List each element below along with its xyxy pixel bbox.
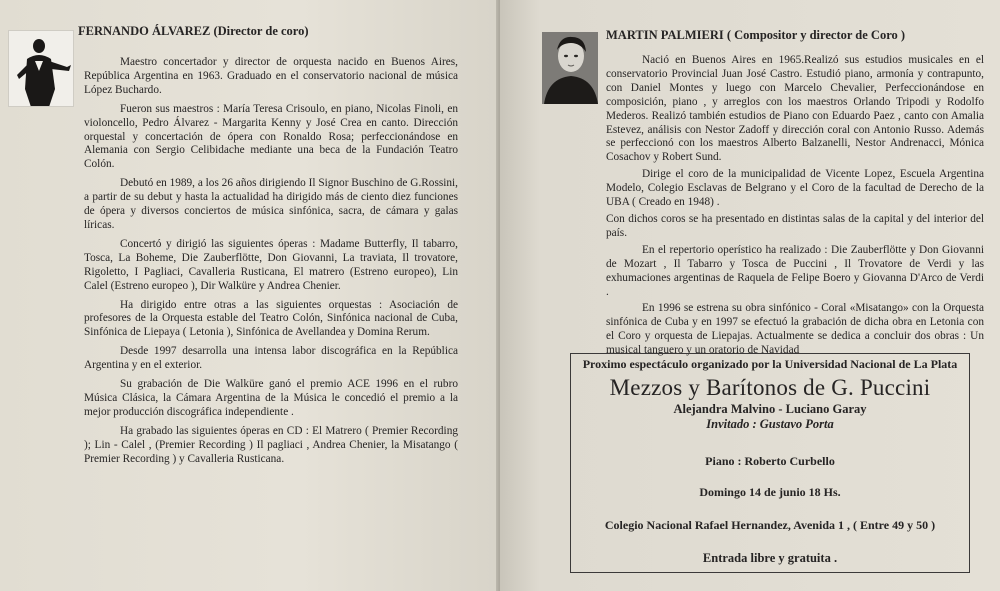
next-event-box [570,353,970,573]
bio-paragraph: Concertó y dirigió las siguientes óperas : Madame Butterfly, Il tabarro, Tosca, La Boheme, Die Zauberflötte, Don Giovanni, La traviata, Il trovatore, Rigoletto, I Pagliaci, Cavalleria Rusticana, El matrero (Estreno europeo), Lin Calel (Estreno europeo ), Dir Walküre y Andrea Chenier. [84,237,458,292]
bio-paragraph: En 1996 se estrena su obra sinfónico - Coral «Misatango» con la Orquesta sinfónica de Cuba y en 1997 se efectuó la grabación de dicha obra en Letonia con el Coro y orquesta de Liepajas. Actualmente se dedica a concluir dos obras : Un musical tanguero y un oratorio de Navidad [606,302,984,357]
conductor-silhouette-icon [9,31,74,107]
conductor-heading: FERNANDO ÁLVAREZ (Director de coro) [78,24,309,38]
bio-paragraph: Fueron sus maestros : María Teresa Crisoulo, en piano, Nicolas Finoli, en violoncello, Pedro Álvarez - Margarita Kenny y José Crea en canto. Dirección orquestal y concertación de ópera con Ronaldo Rosa; perfeccionándose en Alemania con Sergio Celibidache mediante una beca de la Fundación Teatro Colón. [84,102,458,171]
bio-paragraph: Con dichos coros se ha presentado en distintas salas de la capital y del interior del país. [606,212,984,239]
bio-paragraph: Dirige el coro de la municipalidad de Vicente Lopez, Escuela Argentina Modelo, Colegio Esclavas de Belgrano y el Coro de la facultad de Derecho de la UBA ( Creado en 1948) . [606,168,984,209]
bio-paragraph: Maestro concertador y director de orquesta nacido en Buenos Aires, República Argentina en 1963. Graduado en el conservatorio nacional de música López Buchardo. [84,56,458,96]
conductor-biography [84,56,458,471]
composer-photo [542,32,598,104]
bio-paragraph: Nació en Buenos Aires en 1965.Realizó sus estudios musicales en el conservatorio Provincial Juan José Castro. Estudió piano, armonía y contrapunto, con Daniel Montes y luego con Marcelo Chevalier, Perfeccionándose en composición, piano , y arreglos con los maestros Orlando Tripodi y Rodolfo Mederos. Realizó también estudios de Piano con Eduardo Paez , canto con Amalia Estevez, análisis con Nestor Zadoff y dirección coral con Antonio Russo. Además se perfeccionó con los maestros Alberto Balzanelli, Nestor Andrenacci, Mónica Cosachov y Robert Sund. [606,54,984,164]
composer-portrait-icon [542,32,598,104]
event-guest: Invitado : Gustavo Porta [706,417,834,431]
event-title: Mezzos y Barítonos de G. Puccini [609,375,931,400]
bio-paragraph: Debutó en 1989, a los 26 años dirigiendo Il Signor Buschino de G.Rossini, a partir de su debut y hasta la actualidad ha dirigido más de ciento diez funciones de ópera y diversos conciertos de música sinfónica, sacra, de cámara y galas líricas. [84,177,458,231]
bio-paragraph: En el repertorio operístico ha realizado : Die Zauberflötte y Don Giovanni de Mozart , Il Tabarro y Tosca de Puccini , Il Trovatore de Verdi y las exhumaciones argentinas de Raquela de Felipe Boero y Giovanna D'Arco de Verdi . [606,243,984,298]
event-pianist: Piano : Roberto Curbello [705,454,835,468]
event-performers: Alejandra Malvino - Luciano Garay [673,402,867,416]
event-venue: Colegio Nacional Rafael Hernandez, Avenida 1 , ( Entre 49 y 50 ) [604,518,936,532]
composer-heading: MARTIN PALMIERI ( Compositor y director de Coro ) [606,28,906,42]
bio-paragraph: Su grabación de Die Walküre ganó el premio ACE 1996 en el rubro Música Clásica, la Cámara Argentina de la Música le concedió el premio a la mejor producción discográfica independiente . [84,378,458,418]
composer-biography [606,54,984,361]
bio-paragraph: Ha grabado las siguientes óperas en CD : El Matrero ( Premier Recording ); Lin - Calel , (Premier Recording ) Il pagliaci , Andrea Chenier, la Misatango ( Premier Recording ) y Cavalleria Rusticana. [84,424,458,465]
bio-paragraph: Ha dirigido entre otras a las siguientes orquestas : Asociación de profesores de la Orquesta estable del Teatro Colón, Sinfónica nacional de Cuba, Sinfónica de Liepaya ( Letonia ), Sinfónica de Avellandea y Domina Rerum. [84,298,458,339]
event-organizer: Proximo espectáculo organizado por la Universidad Nacional de La Plata [582,357,958,371]
event-entry: Entrada libre y gratuita . [702,551,838,565]
conductor-photo [8,30,74,107]
event-date: Domingo 14 de junio 18 Hs. [699,485,841,499]
bio-paragraph: Desde 1997 desarrolla una intensa labor discográfica en la República Argentina y en el exterior. [84,345,458,372]
